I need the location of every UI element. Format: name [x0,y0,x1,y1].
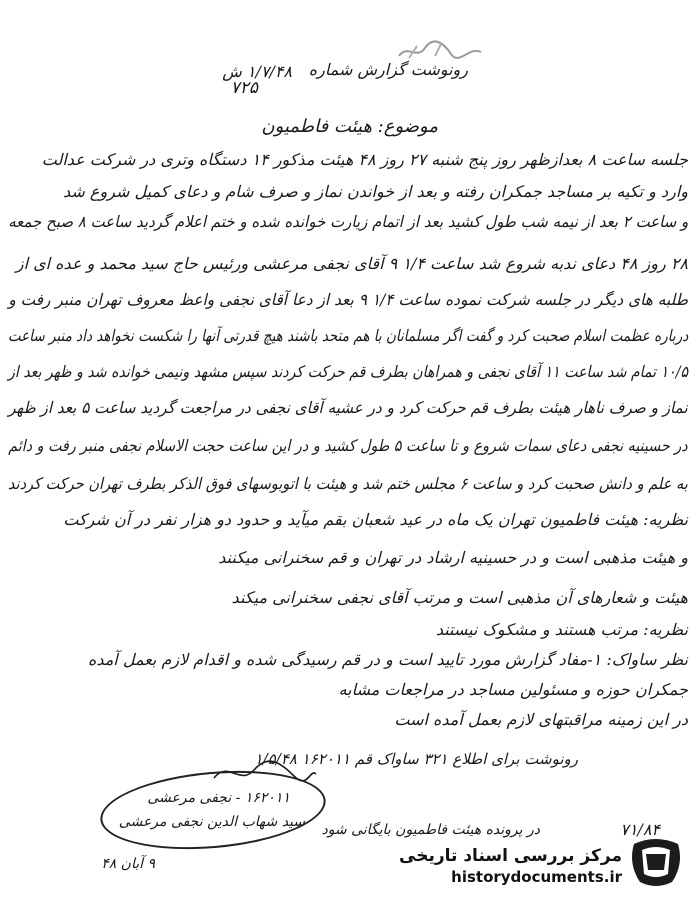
body-line-3: و ساعت ۲ بعد از نیمه شب طول کشید بعد از اتمام زیارت خوانده شده و ختم اعلام گردید ساعت ۸ صبح جمعه [7,212,688,231]
body-line-14: نظریه: مرتب هستند و مشکوک نیستند [435,620,688,639]
closing-line-2: جمکران حوزه و مسئولین مساجد در مراجعات مشابه [338,680,688,699]
watermark-title: مرکز بررسی اسناد تاریخی [399,846,622,866]
body-line-4: ۲۸ روز ۴۸ دعای ندبه شروع شد ساعت ۱/۴ ۹ آقای نجفی مرعشی ورئیس حاج سید محمد و عده ای از [15,254,688,273]
body-line-12: و هیئت مذهبی است و در حسینیه ارشاد در تهران و قم سخنرانی میکنند [218,548,688,567]
body-line-9: در حسینیه نجفی دعای سمات شروع و تا ساعت ۵ طول کشید و در این ساعت حجت الاسلام نجفی منبر رفت و دائم [8,436,688,455]
history-documents-logo-icon [628,836,684,888]
body-line-2: وارد و تکیه بر مساجد جمکران رفته و بعد از خواندن نماز و صرف شام و دعای کمیل شروع شد [63,182,688,201]
closing-line-1: نظر ساواک: ۱-مفاد گزارش مورد تایید است و در قم رسیدگی شده و اقدام لازم بعمل آمده [87,650,688,669]
subject-line: موضوع: هیئت فاطمیون [261,116,438,137]
header-ref: ۷۲۵ [230,78,258,98]
bottom-right-number: ۷۱/۸۴ [620,820,660,839]
body-line-8: نماز و صرف ناهار هیئت بطرف قم حرکت کرد و در عشیه آقای نجفی در مراجعت گردید ساعت ۵ بعد از ظهر [8,398,689,417]
bottom-left-note: ۹ آبان ۴۸ [101,856,155,872]
header-line: رونوشت گزارش شماره [308,60,468,79]
stamp-name-2: سید شهاب الدین نجفی مرعشی [118,814,305,830]
body-line-5: طلبه های دیگر در جلسه شرکت نموده ساعت ۱/۴ ۹ بعد از دعا آقای نجفی واعظ معروف تهران منبر رفت و [8,290,688,309]
bottom-note: در پرونده هیئت فاطمیون بایگانی شود [321,822,540,838]
copy-line: رونوشت برای اطلاع ۳۲۱ ساواک قم ۱۶۲۰۱۱ ۱/۵/۴۸ [254,750,578,768]
body-line-11: نظریه: هیئت فاطمیون تهران یک ماه در عید شعبان بقم میآید و حدود دو هزار نفر در آن شرکت [63,510,688,529]
header-date: ۱/۷/۴۸ ش [222,62,292,81]
body-line-6: درباره عظمت اسلام صحبت کرد و گفت اگر مسلمانان با هم متحد باشند هیچ قدرتی آنها را شکست نخواهد داد منبر ساعت [7,326,688,345]
stamp-name-1: ۱۶۲۰۱۱ - نجفی مرعشی [147,790,290,806]
signature-scribble [210,758,320,788]
body-line-7: ۱۰/۵ تمام شد ساعت ۱۱ آقای نجفی و همراهان بطرف قم حرکت کردند سپس مشهد ونیمی خوانده شد و ظهر بعد از [8,362,688,381]
body-line-13: هیئت و شعارهای آن مذهبی است و مرتب آقای نجفی سخنرانی میکند [231,588,688,607]
watermark-url: historydocuments.ir [451,868,622,886]
closing-line-3: در این زمینه مراقبتهای لازم بعمل آمده است [394,710,688,729]
body-line-10: به علم و دانش صحبت کرد و ساعت ۶ مجلس ختم شد و هیئت با اتوبوسهای فوق الذکر بطرف تهران حرکت کردند [8,474,688,493]
body-line-1: جلسه ساعت ۸ بعدازظهر روز پنج شنبه ۲۷ روز ۴۸ هیئت مذکور ۱۴ دستگاه وتری در شرکت عدالت [41,150,688,169]
